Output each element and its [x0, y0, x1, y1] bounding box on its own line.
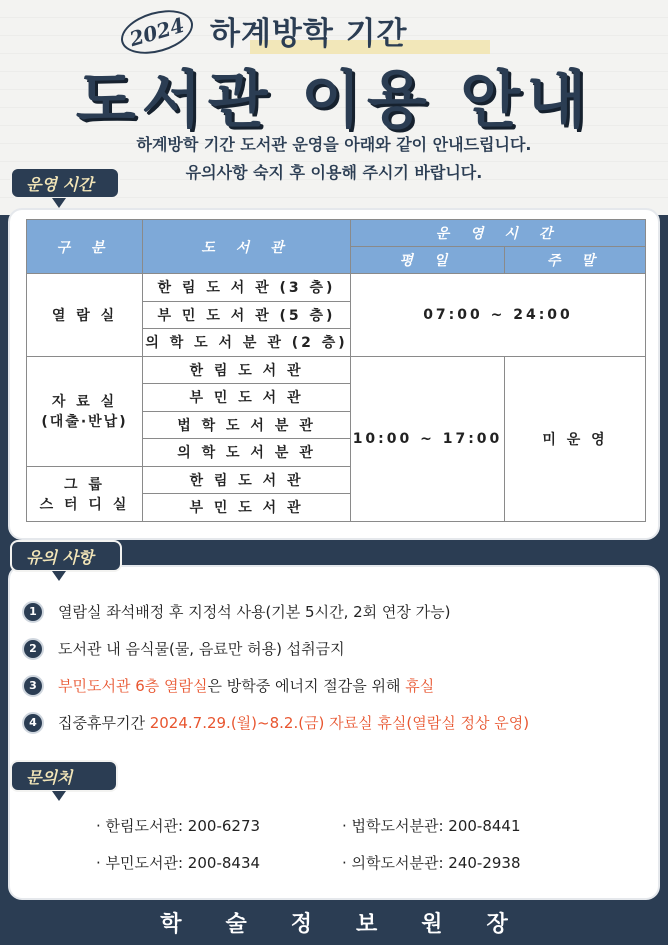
col-header-weekend: 주 말 — [505, 247, 646, 274]
notice-section-tag: 유의 사항 — [10, 540, 122, 572]
notice-item — [22, 704, 652, 741]
notice-text: 도서관 내 음식물(물, 음료만 허용) 섭취금지 — [58, 640, 345, 658]
col-header-category: 구 분 — [27, 220, 143, 274]
notice-item — [22, 667, 652, 704]
hours-section-tag: 운영 시간 — [10, 167, 120, 199]
contact-section-tag: 문의처 — [10, 760, 118, 792]
reading-room-hours: 07:00 ~ 24:00 — [351, 274, 646, 357]
number-badge: 2 — [22, 638, 44, 660]
weekday-hours: 10:00 ~ 17:00 — [351, 356, 505, 521]
col-header-hours: 운 영 시 간 — [351, 220, 646, 247]
weekend-status: 미 운 영 — [505, 356, 646, 521]
notice-text: 열람실 좌석배정 후 지정석 사용(기본 5시간, 2회 연장 가능) — [58, 603, 451, 621]
table-cell-library: 부 민 도 서 관 — [143, 494, 351, 522]
col-header-library: 도 서 관 — [143, 220, 351, 274]
intro-line-1: 하계방학 기간 도서관 운영을 아래와 같이 안내드립니다. — [136, 135, 532, 154]
footer-signature: 학술정보원장 — [160, 912, 552, 937]
number-badge: 1 — [22, 601, 44, 623]
table-cell-library: 부 민 도 서 관 — [143, 384, 351, 412]
table-cell-library: 한 림 도 서 관 — [143, 356, 351, 384]
notice-item — [22, 593, 652, 630]
notice-text: 은 방학중 에너지 절감을 위해 — [207, 677, 406, 695]
contact-medical: · 의학도서분관: 240-2938 — [342, 854, 521, 872]
table-cell-library: 법 학 도 서 분 관 — [143, 411, 351, 439]
notice-item — [22, 630, 652, 667]
hours-table — [26, 219, 646, 522]
group-room-name-2: 스 터 디 실 — [39, 496, 130, 513]
page-title: 도서관 이용 안내 — [75, 63, 593, 136]
contact-hallym: · 한림도서관: 200-6273 — [96, 817, 261, 835]
notice-list — [22, 593, 652, 741]
page-subtitle: 하계방학 기간 — [210, 16, 408, 52]
number-badge: 3 — [22, 675, 44, 697]
contact-bumin: · 부민도서관: 200-8434 — [96, 854, 261, 872]
notice-highlight: 2024.7.29.(월)~8.2.(금) 자료실 휴실(열람실 정상 운영) — [149, 714, 530, 732]
table-cell-library: 한 림 도 서 관 (3 층) — [143, 274, 351, 302]
table-cell-library: 한 림 도 서 관 — [143, 466, 351, 494]
table-cell-library: 부 민 도 서 관 (5 층) — [143, 301, 351, 329]
number-badge: 4 — [22, 712, 44, 734]
material-room-sub: (대출·반납) — [41, 414, 128, 430]
year-badge: 2024 — [116, 3, 198, 62]
table-cell-library: 의 학 도 서 분 관 — [143, 439, 351, 467]
group-room-name-1: 그 룹 — [64, 476, 105, 493]
table-cell-library: 의 학 도 서 분 관 (2 층) — [143, 329, 351, 357]
col-header-weekday: 평 일 — [351, 247, 505, 274]
notice-highlight: 부민도서관 6층 열람실 — [58, 677, 208, 695]
material-room-label — [27, 356, 143, 466]
notice-text: 집중휴무기간 — [58, 714, 150, 732]
notice-highlight: 휴실 — [405, 677, 435, 695]
intro-line-2: 유의사항 숙지 후 이용해 주시기 바랍니다. — [185, 163, 483, 182]
material-room-name: 자 료 실 — [51, 394, 118, 410]
group-room-label — [27, 466, 143, 521]
contact-law: · 법학도서분관: 200-8441 — [342, 817, 521, 835]
reading-room-label: 열 람 실 — [27, 274, 143, 357]
